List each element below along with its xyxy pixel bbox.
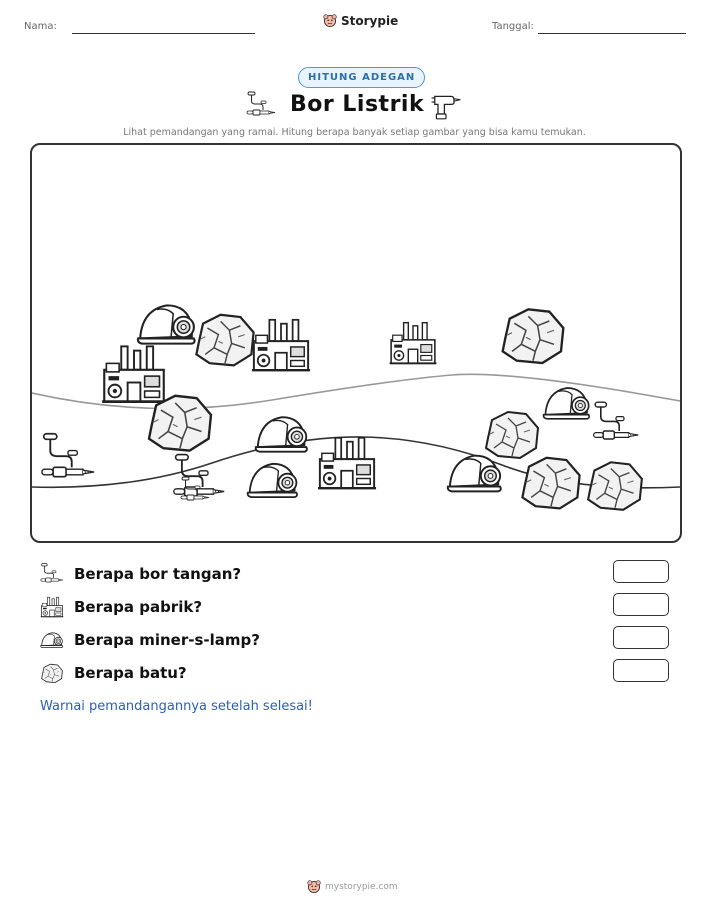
storypie-logo-icon: [323, 14, 337, 28]
helmet-5: [544, 388, 590, 419]
answer-box-rock[interactable]: [613, 659, 669, 682]
site-footer: [307, 880, 398, 894]
brand-logo: [323, 14, 398, 28]
brand-name: Storypie: [341, 14, 399, 28]
site-url: mystorypie.com: [325, 882, 398, 892]
page-title: Bor Listrik: [290, 92, 425, 117]
factory-icon: [40, 595, 64, 619]
name-field[interactable]: [72, 33, 255, 34]
date-label: Tanggal:: [492, 21, 534, 32]
rock-icon: [40, 661, 64, 685]
factory-1: [252, 320, 310, 370]
coloring-prompt: Warnai pemandangannya setelah selesai!: [40, 699, 313, 714]
rock-1: [196, 315, 253, 366]
question-text: Berapa pabrik?: [74, 598, 203, 616]
factory-3: [390, 323, 437, 364]
cordless-drill-title-icon: [430, 90, 462, 122]
answer-box-helmet[interactable]: [613, 626, 669, 649]
rock-2: [503, 309, 564, 363]
hand-drill-icon: [40, 562, 64, 586]
hand-drill-1: [42, 434, 94, 477]
question-row-rock: [40, 661, 187, 685]
helmet-2: [256, 417, 307, 452]
hand-drill-4: [594, 402, 639, 439]
name-label: Nama:: [24, 21, 57, 32]
question-row-helmet: [40, 628, 260, 652]
factory-2: [102, 346, 166, 401]
factory-4: [318, 438, 376, 488]
answer-box-hand-drill[interactable]: [613, 560, 669, 583]
scene-illustration: [32, 145, 680, 541]
hand-drill-title-icon: [246, 90, 276, 120]
miner-helmet-icon: [40, 628, 64, 652]
activity-badge: HITUNG ADEGAN: [298, 67, 425, 88]
rock-3: [149, 396, 211, 451]
question-row-hand-drill: [40, 562, 241, 586]
helmet-3: [248, 464, 297, 497]
rock-6: [588, 462, 642, 510]
rock-4: [486, 412, 538, 458]
answer-box-factory[interactable]: [613, 593, 669, 616]
search-scene[interactable]: [30, 143, 682, 543]
question-row-factory: [40, 595, 202, 619]
rock-5: [522, 458, 579, 509]
question-text: Berapa miner-s-lamp?: [74, 631, 260, 649]
instructions: Lihat pemandangan yang ramai. Hitung berapa banyak setiap gambar yang bisa kamu temukan.: [123, 127, 586, 138]
question-text: Berapa batu?: [74, 664, 187, 682]
date-field[interactable]: [538, 33, 686, 34]
question-text: Berapa bor tangan?: [74, 565, 242, 583]
helmet-1: [138, 305, 195, 343]
storypie-footer-icon: [307, 880, 321, 894]
